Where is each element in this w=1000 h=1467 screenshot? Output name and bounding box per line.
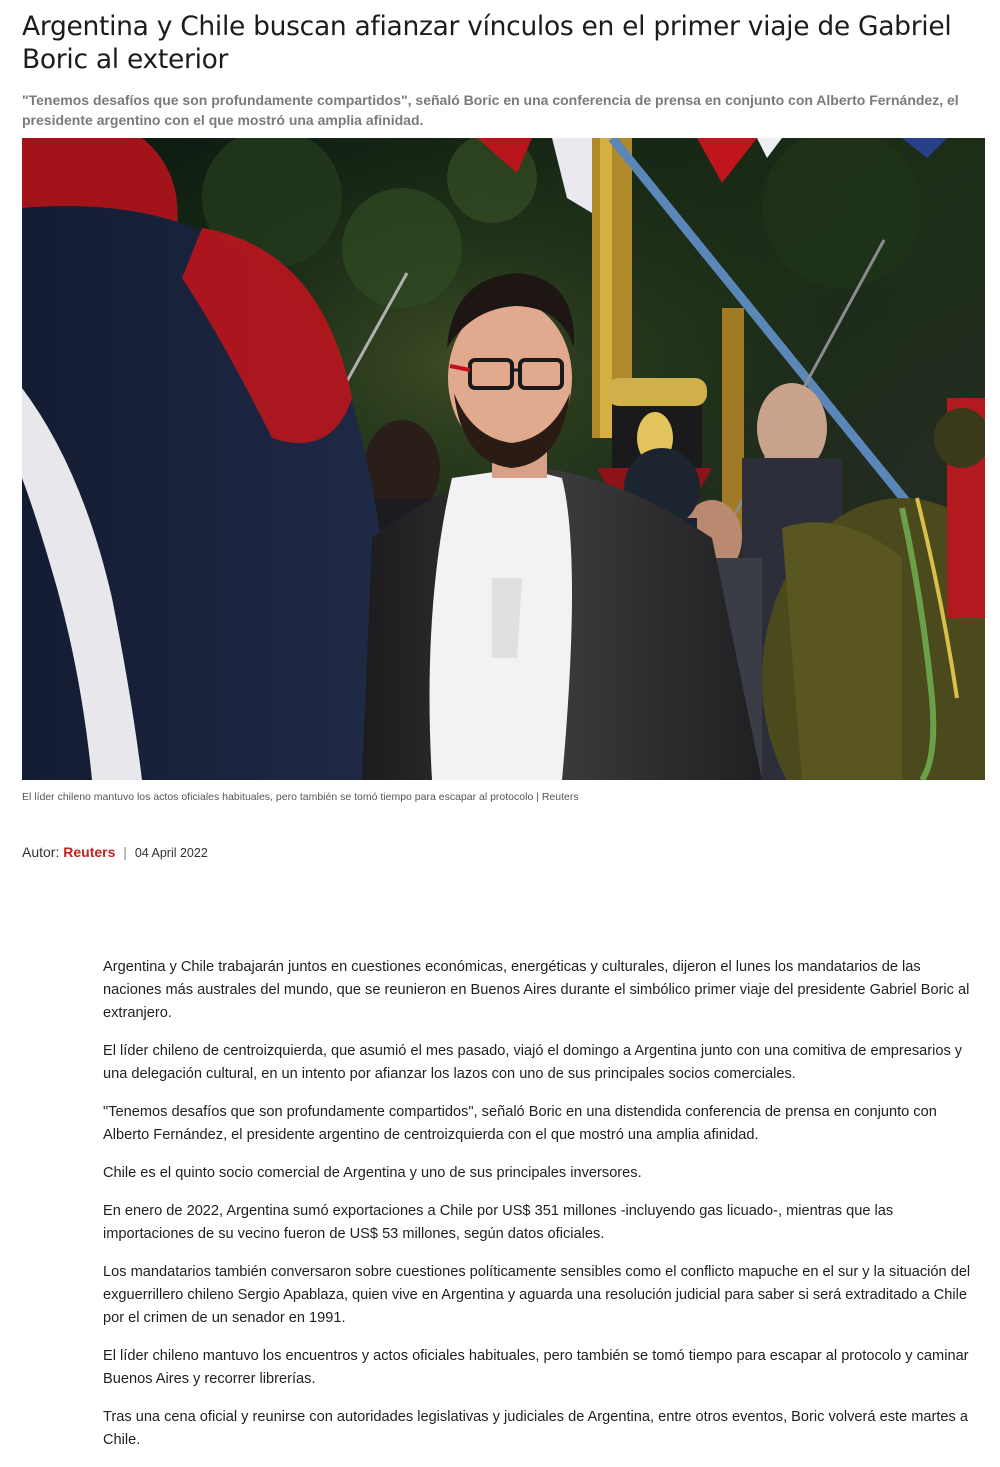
article-byline: [22, 843, 208, 862]
publish-date: 04 April 2022: [134, 846, 208, 860]
body-paragraph: En enero de 2022, Argentina sumó exportaciones a Chile por US$ 351 millones -incluyendo gas licuado-, mientras que las importaciones de su vecino fueron de US$ 53 millones, según datos oficiales.: [103, 1203, 894, 1242]
article-photo[interactable]: [22, 138, 985, 780]
photo-illustration: [22, 138, 985, 780]
body-paragraph: "Tenemos desafíos que son profundamente compartidos", señaló Boric en una distendida conferencia de prensa en conjunto con Alberto Fernández, el presidente argentino de centroizquierda con el que mostró una amplia afinidad.: [103, 1104, 937, 1143]
body-paragraph: El líder chileno de centroizquierda, que asumió el mes pasado, viajó el domingo a Argentina junto con una comitiva de empresarios y una delegación cultural, en un intento por afianzar los lazos con uno de sus principales socios comerciales.: [103, 1043, 963, 1082]
author-link[interactable]: Reuters: [63, 844, 116, 860]
article-headline: Argentina y Chile buscan afianzar vínculos en el primer viaje de Gabriel Boric al exterior: [22, 11, 952, 75]
body-paragraph: Los mandatarios también conversaron sobre cuestiones políticamente sensibles como el conflicto mapuche en el sur y la situación del exguerrillero chileno Sergio Apablaza, quien vive en Argentina y aguarda una resolución judicial para saber si será extraditado a Chile por el crimen de un senador en 1991.: [103, 1264, 971, 1326]
body-paragraph: Tras una cena oficial y reunirse con autoridades legislativas y judiciales de Argentina, entre otros eventos, Boric volverá este martes a Chile.: [103, 1409, 968, 1448]
article-subtitle: "Tenemos desafíos que son profundamente compartidos", señaló Boric en una conferencia de prensa en conjunto con Alberto Fernández, el presidente argentino con el que mostró una amplia afinidad.: [22, 92, 959, 128]
body-paragraph: El líder chileno mantuvo los encuentros y actos oficiales habituales, pero también se tomó tiempo para escapar al protocolo y caminar Buenos Aires y recorrer librerías.: [103, 1348, 969, 1387]
article-body: [103, 956, 978, 1467]
photo-caption: El líder chileno mantuvo los actos oficiales habituales, pero también se tomó tiempo para escapar al protocolo | Reuters: [22, 791, 579, 803]
byline-separator: |: [123, 844, 127, 860]
body-paragraph: Argentina y Chile trabajarán juntos en cuestiones económicas, energéticas y culturales, dijeron el lunes los mandatarios de las naciones más australes del mundo, que se reunieron en Buenos Aires durante el simbólico primer viaje del presidente Gabriel Boric al extranjero.: [103, 959, 970, 1021]
author-label: Autor:: [22, 844, 60, 860]
body-paragraph: Chile es el quinto socio comercial de Argentina y uno de sus principales inversores.: [103, 1165, 642, 1181]
